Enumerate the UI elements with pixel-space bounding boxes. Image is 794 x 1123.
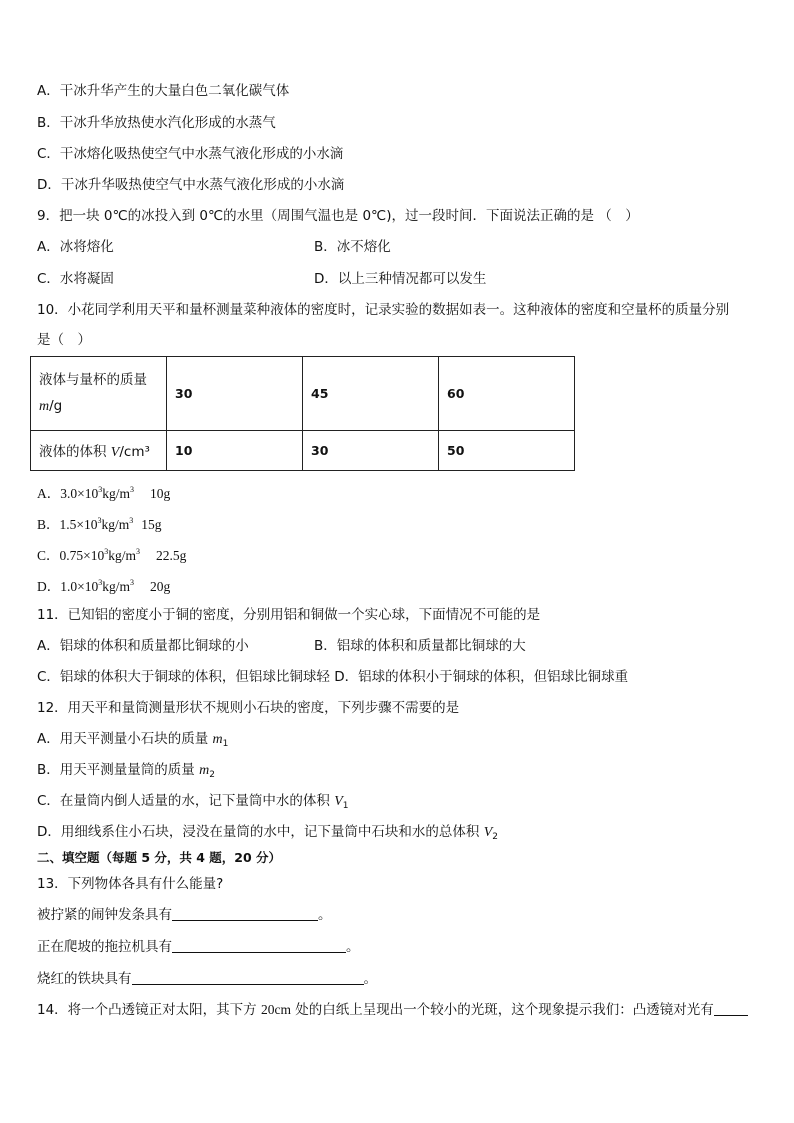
q13-line-2: 正在爬坡的拖拉机具有 。 — [37, 939, 360, 955]
q14-stem: 14．将一个凸透镜正对太阳，其下方 20cm 处的白纸上呈现出一个较小的光斑，这个现象提示我们：凸透镜对光有 — [37, 1001, 748, 1019]
table-cell: 30 — [303, 431, 439, 471]
q9-option-a: A．冰将熔化 — [37, 239, 114, 255]
q10-option-a: A．$3.0\times 10^3kg/m^3$ 10g — [37, 485, 171, 501]
answer-blank[interactable] — [714, 1001, 748, 1016]
q12-option-b: B．用天平测量量筒的质量 $m_2$ — [37, 762, 215, 780]
answer-blank[interactable] — [132, 970, 364, 985]
q9-options-row-1 — [37, 238, 737, 256]
q11-option-a: A．铝球的体积和质量都比铜球的小 — [37, 638, 249, 654]
mass-label-unit: m/g — [39, 398, 63, 414]
table-row-label-mass — [31, 357, 167, 431]
q13-stem: 13．下列物体各具有什么能量? — [37, 876, 224, 892]
answer-blank[interactable] — [172, 906, 318, 921]
table-cell: 10 — [167, 431, 303, 471]
table-cell: 45 — [303, 357, 439, 431]
q9-option-c: C．水将凝固 — [37, 271, 114, 287]
answer-blank[interactable] — [172, 938, 346, 953]
q13-line-3: 烧红的铁块具有 。 — [37, 971, 377, 987]
q8-option-a: A．干冰升华产生的大量白色二氧化碳气体 — [37, 83, 290, 99]
q10-stem-line-2: 是（ ） — [37, 332, 91, 348]
q11-stem: 11．已知铝的密度小于铜的密度，分别用铝和铜做一个实心球，下面情况不可能的是 — [37, 607, 541, 623]
q11-options-row-2: C．铝球的体积大于铜球的体积，但铝球比铜球轻 D．铝球的体积小于铜球的体积，但铝球比铜球重 — [37, 669, 629, 685]
q9-option-d: D．以上三种情况都可以发生 — [314, 271, 487, 287]
table-row — [31, 431, 575, 471]
q13-line-1: 被拧紧的闹钟发条具有 。 — [37, 907, 332, 923]
q10-data-table — [30, 356, 575, 471]
table-cell: 60 — [439, 357, 575, 431]
section-heading-fill-in: 二、填空题（每题 5 分，共 4 题，20 分） — [37, 850, 282, 865]
q12-stem: 12．用天平和量筒测量形状不规则小石块的密度，下列步骤不需要的是 — [37, 700, 460, 716]
q10-stem-line-1: 10．小花同学利用天平和量杯测量菜种液体的密度时，记录实验的数据如表一。这种液体的密度和空量杯的质量分别 — [37, 302, 730, 318]
q11-options-row-1 — [37, 637, 737, 655]
q8-option-d: D．干冰升华吸热使空气中水蒸气液化形成的小水滴 — [37, 177, 345, 193]
q9-stem: 9．把一块 0℃的冰投入到 0℃的水里（周围气温也是 0℃)，过一段时间．下面说法正确的是 （ ） — [37, 208, 639, 224]
q9-option-b: B．冰不熔化 — [314, 239, 391, 255]
q10-option-c: C．$0.75\times 10^3kg/m^3$ 22.5g — [37, 547, 187, 563]
q8-option-b: B．干冰升华放热使水汽化形成的水蒸气 — [37, 115, 276, 131]
mass-label-text: 液体与量杯的质量 — [39, 372, 147, 388]
q10-option-b: B．$1.5\times 10^3kg/m^3$ 15g — [37, 516, 162, 532]
q10-option-d: D．$1.0\times 10^3kg/m^3$ 20g — [37, 578, 171, 594]
table-cell: 30 — [167, 357, 303, 431]
q11-option-b: B．铝球的体积和质量都比铜球的大 — [314, 638, 526, 654]
q12-option-d: D．用细线系住小石块，浸没在量筒的水中，记下量筒中石块和水的总体积 $V_2$ — [37, 824, 498, 842]
q8-option-c: C．干冰熔化吸热使空气中水蒸气液化形成的小水滴 — [37, 146, 344, 162]
q9-options-row-2 — [37, 270, 737, 288]
table-row — [31, 357, 575, 431]
table-cell: 50 — [439, 431, 575, 471]
q12-option-a: A．用天平测量小石块的质量 $m_1$ — [37, 731, 229, 749]
q12-option-c: C．在量筒内倒人适量的水，记下量筒中水的体积 $V_1$ — [37, 793, 349, 811]
table-row-label-volume: 液体的体积 V/cm³ — [31, 431, 167, 471]
